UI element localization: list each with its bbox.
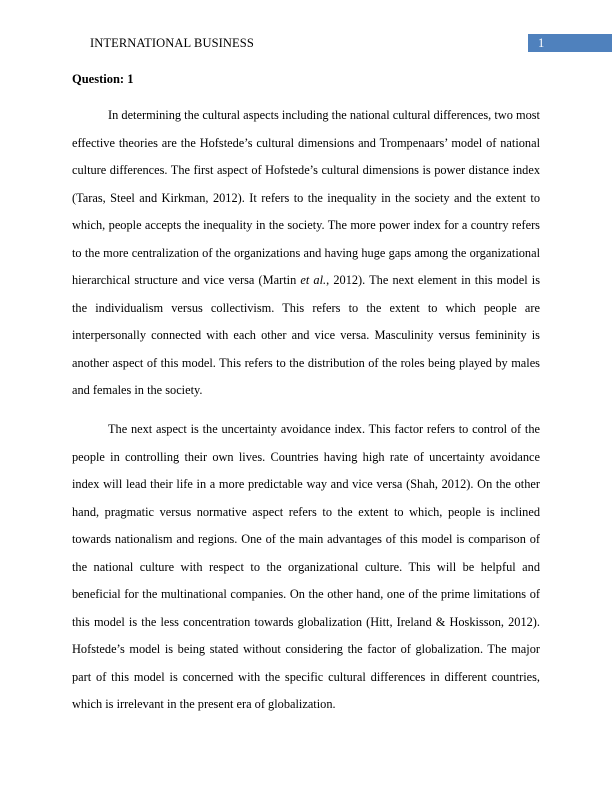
running-header-title: INTERNATIONAL BUSINESS xyxy=(90,36,254,50)
paragraph-1-text xyxy=(72,102,540,405)
paragraph-2-text: The next aspect is the uncertainty avoidance index. This factor refers to control of the people in controlling their own lives. Countries having high rate of uncertainty avoidance index will lead their life in a more predictable way and vice versa (Shah, 2012). On the other hand, pragmatic versus normative aspect refers to the extent to which, people is inclined towards nationalism and regions. One of the main advantages of this model is comparison of the national culture with respect to the organizational culture. This will be helpful and beneficial for the multinational companies. On the other hand, one of the prime limitations of this model is the less concentration towards globalization (Hitt, Ireland & Hoskisson, 2012). Hofstede’s model is being stated without considering the factor of globalization. The major part of this model is concerned with the specific cultural differences in different countries, which is irrelevant in the present era of globalization. xyxy=(72,422,540,711)
question-heading: Question: 1 xyxy=(72,72,134,86)
page-number-badge xyxy=(528,34,612,52)
paragraph-1-italic-citation: et al. xyxy=(300,273,327,287)
paragraph-1 xyxy=(72,102,540,405)
paragraph-2 xyxy=(72,416,540,719)
page-number: 1 xyxy=(538,36,545,50)
paragraph-1-text-part-a: In determining the cultural aspects including the national cultural differences, two most effective theories are the Hofstede’s cultural dimensions and Trompenaars’ model of national culture differences. The first aspect of Hofstede’s cultural dimensions is power distance index (Taras, Steel and Kirkman, 2012). It refers to the inequality in the society and the extent to which, people accepts the inequality in the society. The more power index for a country refers to the more centralization of the organizations and having huge gaps among the organizational hierarchical structure and vice versa (Martin xyxy=(72,108,540,287)
paragraph-1-text-part-b: , 2012). The next element in this model is the individualism versus collectivism. This refers to the extent to which people are interpersonally connected with each other and vice versa. Masculinity versus femininity is another aspect of this model. This refers to the distribution of the roles being played by males and females in the society. xyxy=(72,273,540,397)
